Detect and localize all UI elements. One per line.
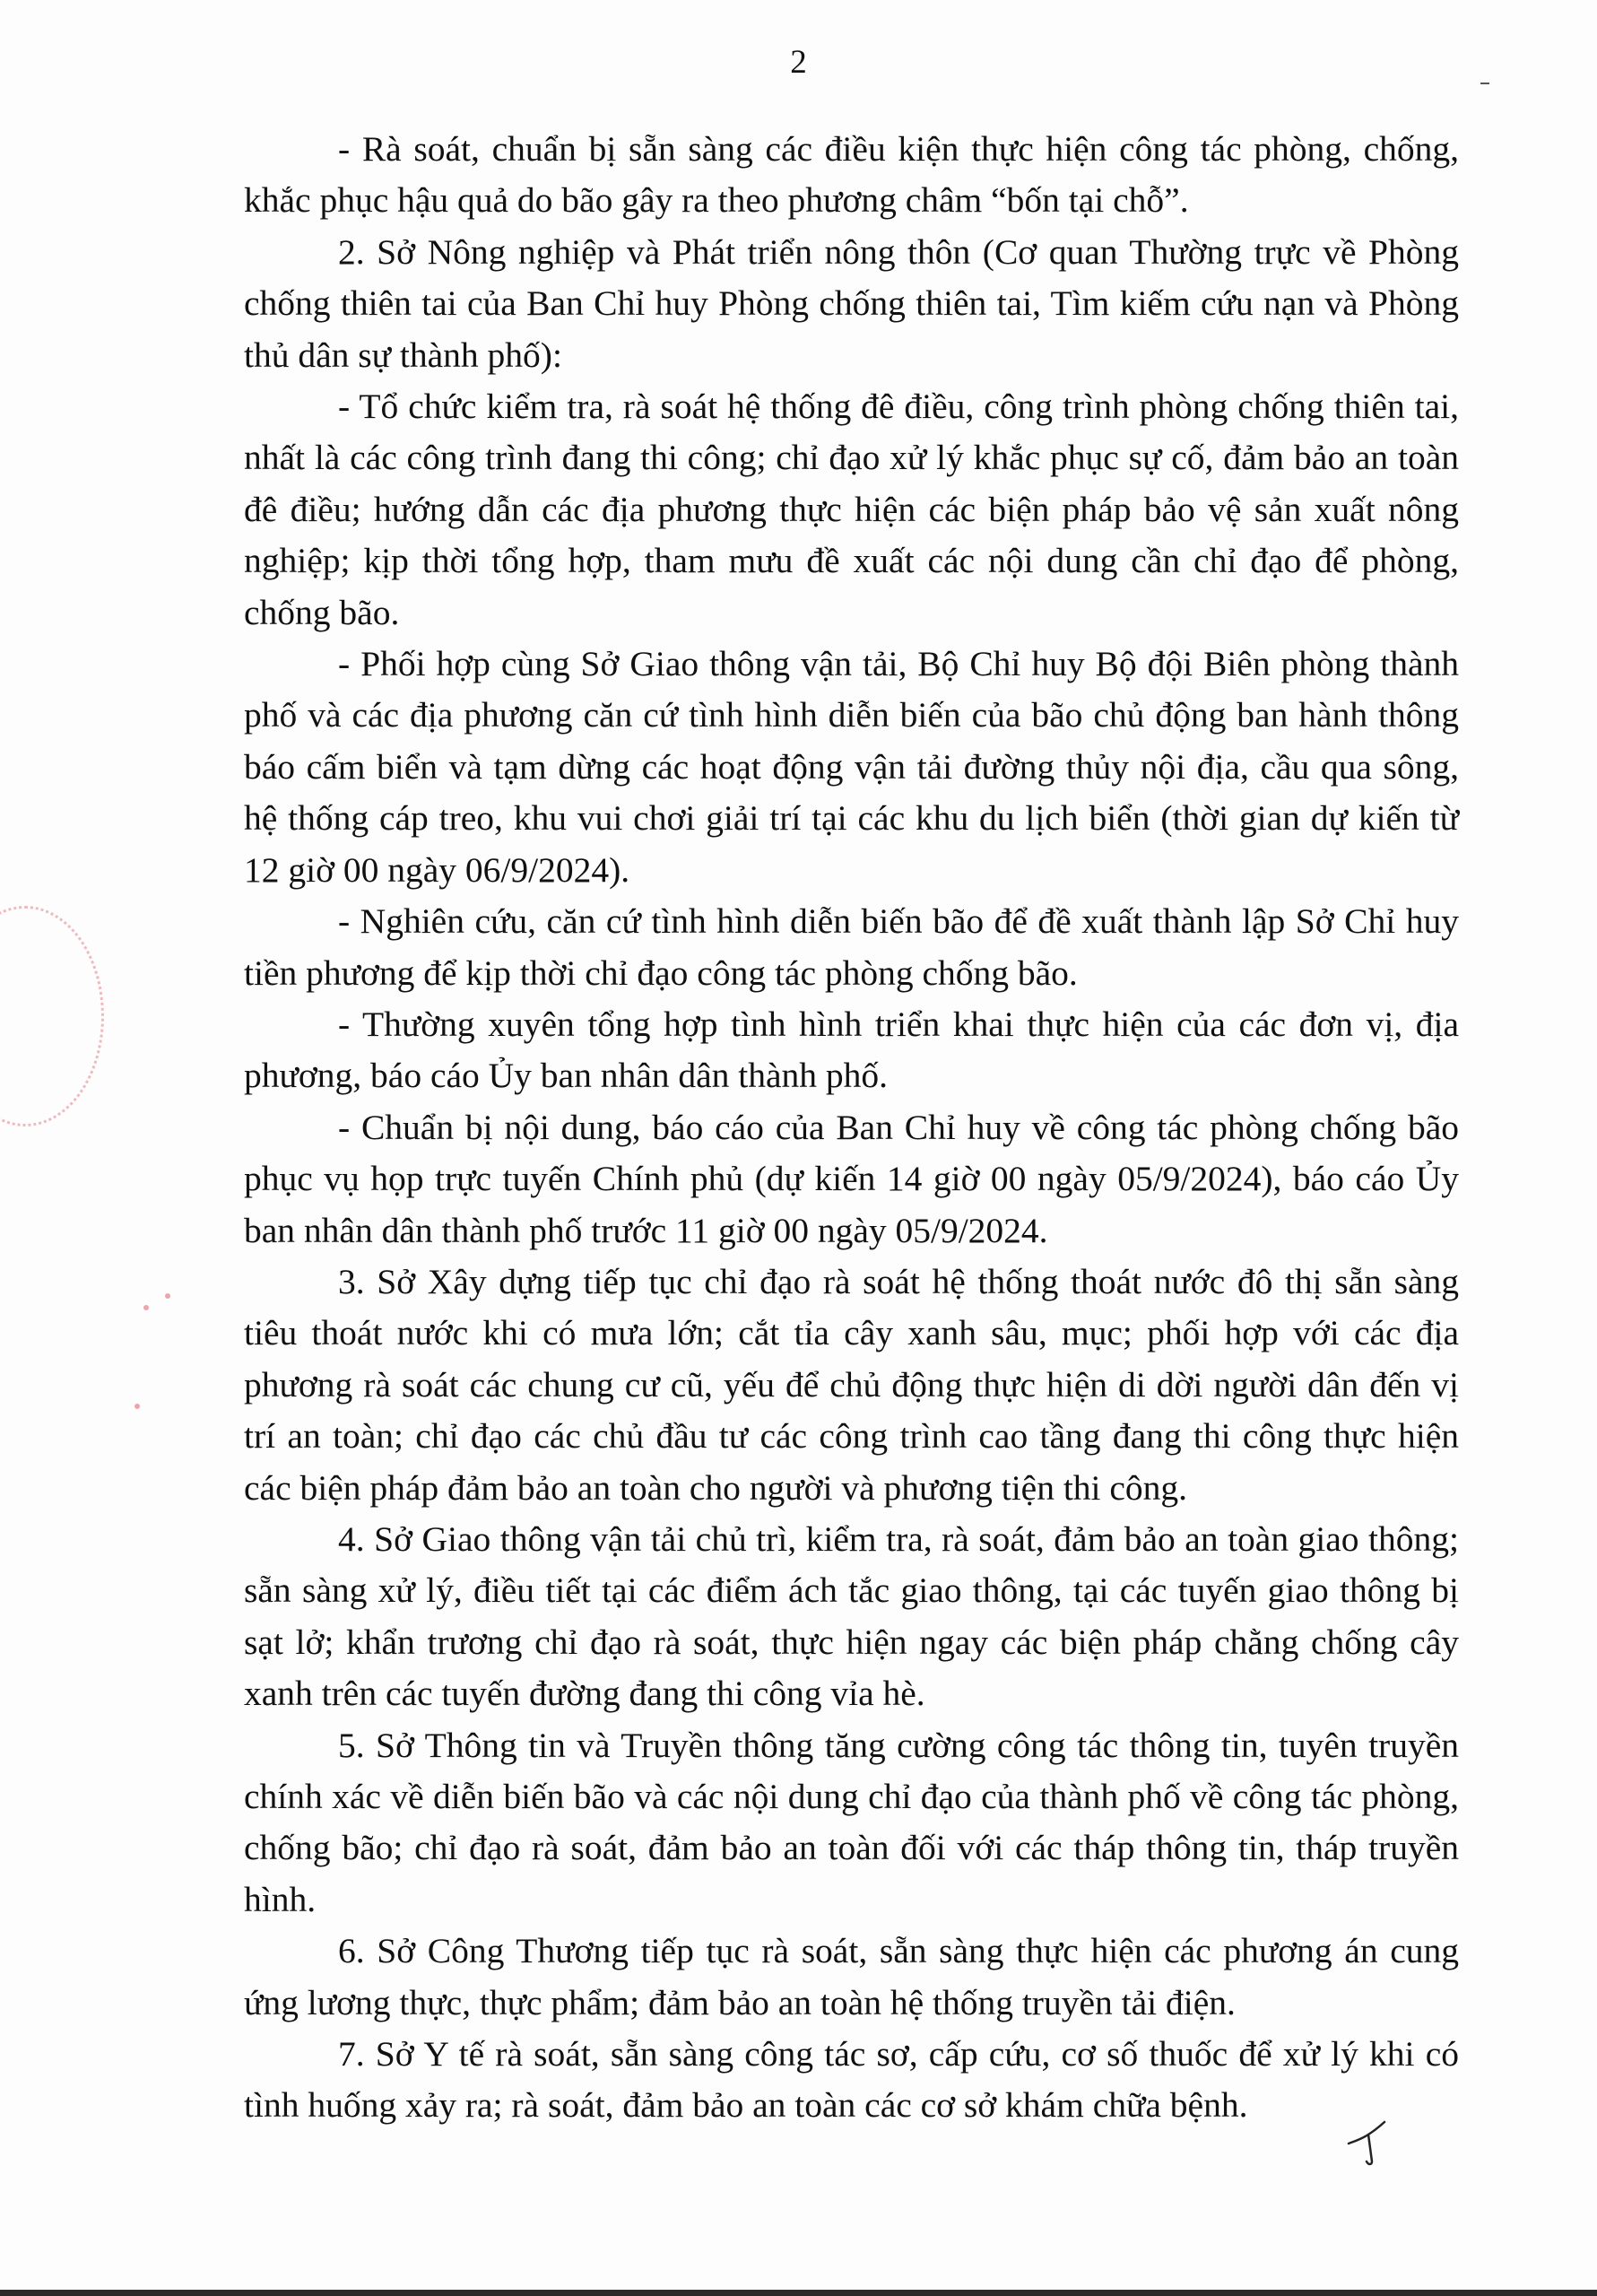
handwritten-initial-mark (1345, 2117, 1390, 2170)
paragraph-sea-ban: - Phối hợp cùng Sở Giao thông vận tải, Bộ Chỉ huy Bộ đội Biên phòng thành phố và các địa phương căn cứ tình hình diễn biến của bão chủ động ban hành thông báo cấm biển và tạm dừng các hoạt động vận tải đường thủy nội địa, cầu qua sông, hệ thống cáp treo, khu vui chơi giải trí tại các khu du lịch biển (thời gian dự kiến từ 12 giờ 00 ngày 06/9/2024). (244, 644, 1459, 890)
page-number: 2 (790, 44, 807, 81)
paragraph-online-meeting: - Chuẩn bị nội dung, báo cáo của Ban Chỉ huy về công tác phòng chống bão phục vụ họp trực tuyến Chính phủ (dự kiến 14 giờ 00 ngày 05/9/2024), báo cáo Ủy ban nhân dân thành phố trước 11 giờ 00 ngày 05/9/2024. (244, 1107, 1459, 1250)
paragraph-industry-trade-dept: 6. Sở Công Thương tiếp tục rà soát, sẵn sàng thực hiện các phương án cung ứng lương thực, thực phẩm; đảm bảo an toàn hệ thống truyền tải điện. (244, 1931, 1459, 2022)
margin-mark (1480, 83, 1489, 89)
stamp-fragment (165, 1293, 170, 1299)
paragraph-agriculture-dept: 2. Sở Nông nghiệp và Phát triển nông thôn (Cơ quan Thường trực về Phòng chống thiên tai của Ban Chỉ huy Phòng chống thiên tai, Tìm kiếm cứu nạn và Phòng thủ dân sự thành phố): (244, 231, 1459, 375)
paragraph-construction-dept: 3. Sở Xây dựng tiếp tục chỉ đạo rà soát hệ thống thoát nước đô thị sẵn sàng tiêu thoát nước khi có mưa lớn; cắt tỉa cây xanh sâu, mục; phối hợp với các địa phương rà soát các chung cư cũ, yếu để chủ động thực hiện di dời người dân đến vị trí an toàn; chỉ đạo các chủ đầu tư các công trình cao tầng đang thi công thực hiện các biện pháp đảm bảo an toàn cho người và phương tiện thi công. (244, 1261, 1459, 1508)
document-body (244, 124, 1459, 2132)
paragraph-information-dept: 5. Sở Thông tin và Truyền thông tăng cường công tác thông tin, tuyên truyền chính xác về diễn biến bão và các nội dung chỉ đạo của thành phố về công tác phòng, chống bão; chỉ đạo rà soát, đảm bảo an toàn đối với các tháp thông tin, tháp truyền hình. (244, 1725, 1459, 1919)
paragraph-preparedness: - Rà soát, chuẩn bị sẵn sàng các điều kiện thực hiện công tác phòng, chống, khắc phục hậu quả do bão gây ra theo phương châm “bốn tại chỗ”. (244, 129, 1459, 221)
paragraph-health-dept: 7. Sở Y tế rà soát, sẵn sàng công tác sơ, cấp cứu, cơ số thuốc để xử lý khi có tình huống xảy ra; rà soát, đảm bảo an toàn các cơ sở khám chữa bệnh. (244, 2034, 1459, 2126)
stamp-fragment (143, 1305, 149, 1310)
scan-bottom-edge (0, 2290, 1597, 2296)
paragraph-forward-command: - Nghiên cứu, căn cứ tình hình diễn biến bão để đề xuất thành lập Sở Chỉ huy tiền phương để kịp thời chỉ đạo công tác phòng chống bão. (244, 901, 1459, 993)
paragraph-dyke-inspection: - Tổ chức kiểm tra, rà soát hệ thống đê điều, công trình phòng chống thiên tai, nhất là các công trình đang thi công; chỉ đạo xử lý khắc phục sự cố, đảm bảo an toàn đê điều; hướng dẫn các địa phương thực hiện các biện pháp bảo vệ sản xuất nông nghiệp; kịp thời tổng hợp, tham mưu đề xuất các nội dung cần chỉ đạo để phòng, chống bão. (244, 387, 1459, 632)
paragraph-reporting: - Thường xuyên tổng hợp tình hình triển khai thực hiện của các đơn vị, địa phương, báo cáo Ủy ban nhân dân thành phố. (244, 1004, 1459, 1096)
paragraph-transport-dept: 4. Sở Giao thông vận tải chủ trì, kiểm tra, rà soát, đảm bảo an toàn giao thông; sẵn sàng xử lý, điều tiết tại các điểm ách tắc giao thông, tại các tuyến giao thông bị sạt lở; khẩn trương chỉ đạo rà soát, thực hiện ngay các biện pháp chằng chống cây xanh trên các tuyến đường đang thi công vỉa hè. (244, 1518, 1459, 1714)
partial-red-stamp (0, 906, 104, 1126)
stamp-fragment (135, 1404, 140, 1409)
